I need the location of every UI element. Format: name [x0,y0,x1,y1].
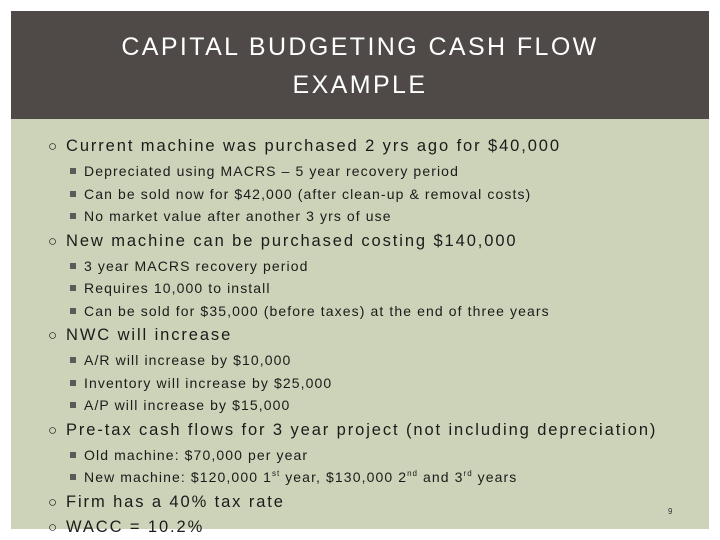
hollow-circle-icon: ○ [48,138,59,155]
sub-bullet-item [11,205,701,228]
sub-bullet-item [11,394,701,417]
bullet-item [11,515,701,540]
bullet-text: Current machine was purchased 2 yrs ago for $40,000 [66,137,561,155]
bullet-text: Pre-tax cash flows for 3 year project (not including depreciation) [66,420,658,439]
sub-bullet-text: A/P will increase by $15,000 [84,397,291,413]
sub-bullet-item [11,444,701,467]
text-segment: years [472,469,518,485]
bullet-item [11,490,701,515]
sub-bullet-text: Can be sold for $35,000 (before taxes) at the end of three years [84,302,550,319]
sub-bullet-text: Requires 10,000 to install [84,280,271,296]
square-bullet-icon [70,357,76,363]
ordinal-suffix: nd [407,469,419,478]
bullet-item [11,134,701,159]
hollow-circle-icon: ○ [48,493,59,511]
sub-bullet-item [11,255,701,278]
slide [11,11,709,536]
title-line-1: CAPITAL BUDGETING CASH FLOW [121,33,599,61]
hollow-circle-icon: ○ [48,232,59,250]
sub-bullet-text: 3 year MACRS recovery period [84,257,309,274]
square-bullet-icon [70,213,76,219]
sub-bullet-item [11,183,701,206]
sub-bullet-item [11,160,701,183]
bullet-item [11,323,701,348]
sub-bullet-item [11,277,701,300]
square-bullet-icon [70,308,76,314]
bullet-item [11,229,701,254]
title-bar [11,11,709,119]
ordinal-suffix: st [271,469,281,478]
square-bullet-icon [70,452,76,458]
bullet-text: New machine can be purchased costing $140,000 [66,231,518,250]
square-bullet-icon [70,402,76,408]
square-bullet-icon [70,191,76,197]
sub-bullet-text: Can be sold now for $42,000 (after clean-up & removal costs) [84,185,532,202]
ordinal-suffix: rd [463,469,473,478]
sub-bullet-text: Depreciated using MACRS – 5 year recovery period [84,163,459,179]
sub-bullet-text [84,469,517,485]
text-segment: New machine: $120,000 1 [84,469,272,485]
sub-bullet-text: Old machine: $70,000 per year [84,446,309,463]
bullet-item [11,418,701,443]
sub-bullet-item [11,349,701,372]
square-bullet-icon [70,380,76,386]
title-line-2: EXAMPLE [292,71,428,99]
square-bullet-icon [70,285,76,291]
text-segment: and 3 [418,469,464,485]
hollow-circle-icon: ○ [48,327,59,344]
text-segment: year, $130,000 2 [280,469,408,485]
sub-bullet-item [11,372,701,395]
page-number: 9 [668,507,673,516]
sub-list [11,160,701,228]
sub-bullet-text: A/R will increase by $10,000 [84,352,292,368]
hollow-circle-icon: ○ [48,421,59,439]
hollow-circle-icon: ○ [48,518,59,536]
bullet-text: NWC will increase [66,326,233,344]
slide-title [121,28,598,104]
square-bullet-icon [70,168,76,174]
sub-bullet-item [11,466,701,489]
sub-list [11,444,701,489]
bullet-list [11,134,701,540]
bullet-text: WACC = 10.2% [66,517,205,536]
sub-list [11,349,701,417]
square-bullet-icon [70,263,76,269]
sub-list [11,255,701,323]
square-bullet-icon [70,474,76,480]
sub-bullet-item [11,300,701,323]
sub-bullet-text: No market value after another 3 yrs of use [84,208,392,224]
bullet-text: Firm has a 40% tax rate [66,492,285,511]
sub-bullet-text: Inventory will increase by $25,000 [84,374,333,391]
